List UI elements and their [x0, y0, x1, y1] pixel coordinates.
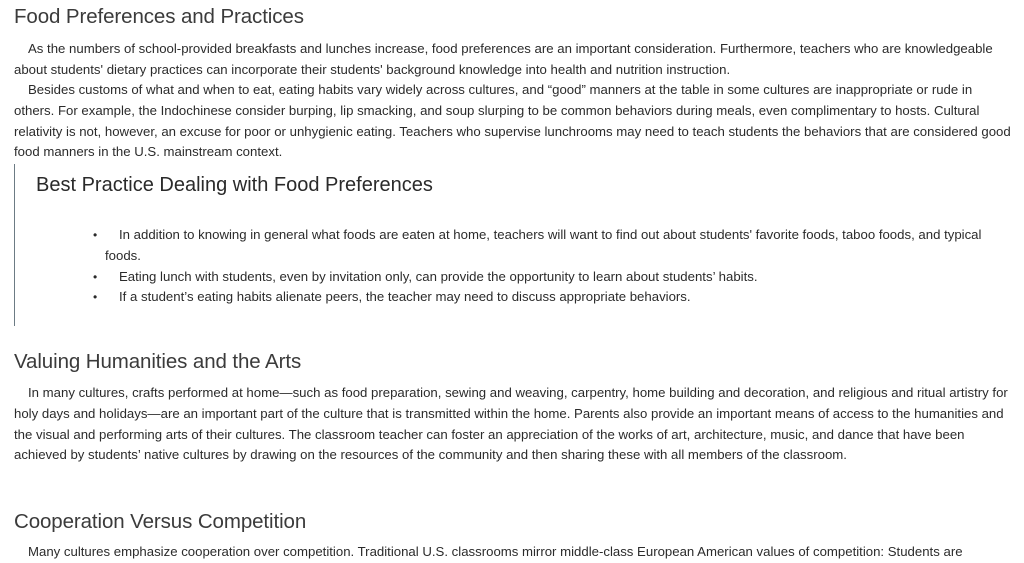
- list-item-text: If a student’s eating habits alienate peers, the teacher may need to discuss appropriate behaviors.: [119, 289, 691, 305]
- list-item: [93, 267, 1005, 288]
- list-item-text: Eating lunch with students, even by invitation only, can provide the opportunity to learn about students’ habits.: [119, 268, 758, 284]
- heading-food-preferences: Food Preferences and Practices: [14, 5, 304, 28]
- list-item-text: In addition to knowing in general what foods are eaten at home, teachers will want to find out about students' favorite foods, taboo foods, and typical foods.: [105, 227, 982, 263]
- bullet-icon: •: [93, 269, 98, 284]
- best-practice-list: [93, 225, 1005, 308]
- bullet-icon: •: [93, 228, 98, 242]
- paragraph-food-2: Besides customs of what and when to eat, eating habits vary widely across cultures, and “good” manners at the table in some cultures are inappropriate or rude in others. For example, the Indochinese consider burping, lip smacking, and soup slurping to be common behaviors during meals, even complimentary to hosts. Cultural relativity is not, however, an excuse for poor or unhygienic eating. Teachers who supervise lunchrooms may need to teach students the behaviors that are considered good food manners in the U.S. mainstream context.: [14, 82, 1011, 160]
- list-item: [93, 225, 1005, 267]
- paragraph-humanities: In many cultures, crafts performed at home—such as food preparation, sewing and weaving, carpentry, home building and decoration, and religious and ritual artistry for holy days and holidays—are an important part of the culture that is transmitted within the home. Parents also provide an important means of access to the humanities and the visual and performing arts of their cultures. The classroom teacher can foster an appreciation of the works of art, architecture, music, and dance that have been achieved by students’ native cultures by drawing on the resources of the community and then sharing these with all members of the classroom.: [14, 385, 1008, 463]
- best-practice-box: [14, 164, 1005, 326]
- bullet-icon: •: [93, 290, 98, 305]
- paragraph-cooperation: Many cultures emphasize cooperation over competition. Traditional U.S. classrooms mirror middle-class European American values of competition: Students are: [28, 544, 963, 559]
- heading-cooperation: Cooperation Versus Competition: [14, 510, 307, 533]
- paragraph-food-1: As the numbers of school-provided breakfasts and lunches increase, food preferences are an important consideration. Furthermore, teachers who are knowledgeable about students' dietary practices can incorporate their students' background knowledge into health and nutrition instruction.: [14, 41, 993, 77]
- heading-humanities: Valuing Humanities and the Arts: [14, 350, 302, 373]
- list-item: [93, 287, 1005, 308]
- heading-best-practice: Best Practice Dealing with Food Preferences: [36, 174, 433, 196]
